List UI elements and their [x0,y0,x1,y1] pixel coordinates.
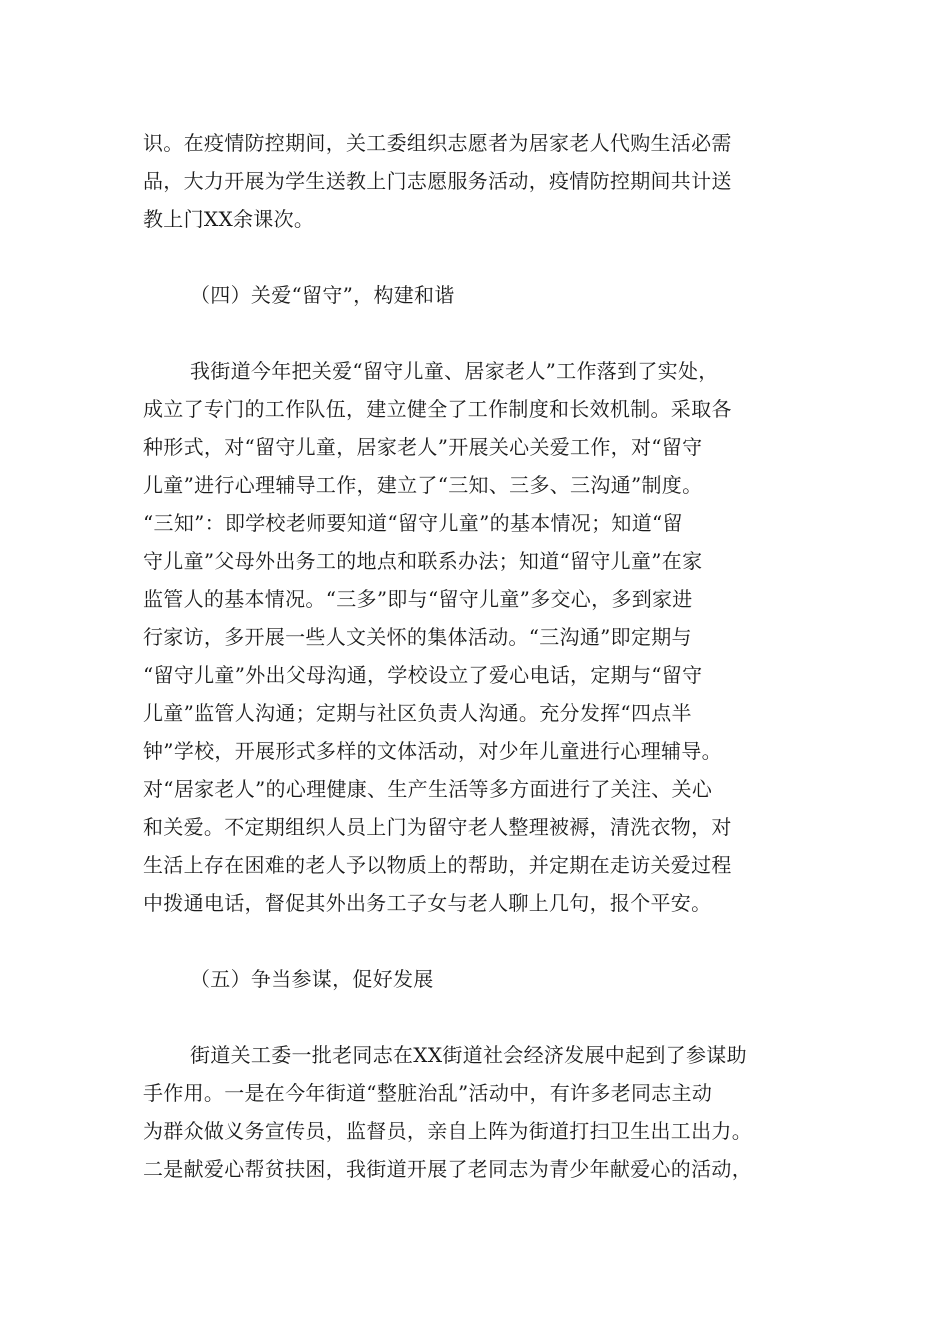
paragraph-line: 儿童”监管人沟通；定期与社区负责人沟通。充分发挥“四点半 [143,701,692,725]
paragraph-line: 种形式，对“留守儿童，居家老人”开展关心关爱工作，对“留守 [143,435,703,459]
paragraph-line: 品，大力开展为学生送教上门志愿服务活动，疫情防控期间共计送 [143,169,732,193]
section-heading-5: （五）争当参谋，促好发展 [190,967,434,991]
paragraph-line: 守儿童”父母外出务工的地点和联系办法；知道“留守儿童”在家 [143,549,703,573]
paragraph-line: 二是献爱心帮贫扶困，我街道开展了老同志为青少年献爱心的活动， [143,1157,752,1181]
paragraph-line: 手作用。一是在今年街道“整脏治乱”活动中，有许多老同志主动 [143,1081,713,1105]
paragraph-line: 行家访，多开展一些人文关怀的集体活动。“三沟通”即定期与 [143,625,692,649]
paragraph-line: 监管人的基本情况。“三多”即与“留守儿童”多交心，多到家进 [143,587,693,611]
paragraph-line: 教上门XX余课次。 [143,207,315,231]
paragraph-line: 街道关工委一批老同志在XX街道社会经济发展中起到了参谋助 [190,1043,747,1067]
paragraph-line: “留守儿童”外出父母沟通，学校设立了爱心电话，定期与“留守 [143,663,703,687]
paragraph-line: 生活上存在困难的老人予以物质上的帮助，并定期在走访关爱过程 [143,853,732,877]
paragraph-line: 识。在疫情防控期间，关工委组织志愿者为居家老人代购生活必需 [143,131,732,155]
paragraph-line: 为群众做义务宣传员，监督员，亲自上阵为街道打扫卫生出工出力。 [143,1119,752,1143]
paragraph-line: 我街道今年把关爱“留守儿童、居家老人”工作落到了实处， [190,359,719,383]
paragraph-line: “三知”：即学校老师要知道“留守儿童”的基本情况；知道“留 [143,511,683,535]
section-heading-4: （四）关爱“留守”，构建和谐 [190,283,455,307]
paragraph-line: 对“居家老人”的心理健康、生产生活等多方面进行了关注、关心 [143,777,713,801]
paragraph-line: 和关爱。不定期组织人员上门为留守老人整理被褥，清洗衣物，对 [143,815,732,839]
paragraph-line: 儿童”进行心理辅导工作，建立了“三知、三多、三沟通”制度。 [143,473,703,497]
paragraph-line: 中拨通电话，督促其外出务工子女与老人聊上几句，报个平安。 [143,891,712,915]
paragraph-line: 钟”学校，开展形式多样的文体活动，对少年儿童进行心理辅导。 [143,739,722,763]
paragraph-line: 成立了专门的工作队伍，建立健全了工作制度和长效机制。采取各 [143,397,732,421]
